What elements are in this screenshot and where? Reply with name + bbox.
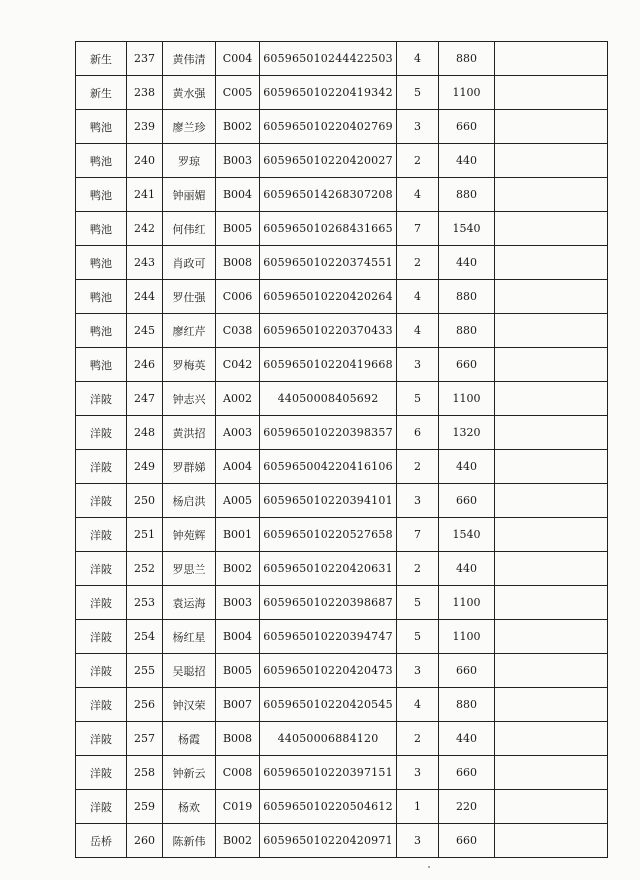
person-count-cell: 3 xyxy=(397,756,439,790)
amount-cell: 880 xyxy=(439,280,495,314)
village-cell: 岳桥 xyxy=(76,824,127,858)
person-name-cell: 罗琼 xyxy=(163,144,216,178)
village-cell: 洋陂 xyxy=(76,722,127,756)
amount-cell: 1320 xyxy=(439,416,495,450)
amount-cell: 660 xyxy=(439,654,495,688)
amount-cell: 1100 xyxy=(439,620,495,654)
account-number-cell: 605965010220420027 xyxy=(260,144,397,178)
village-cell: 鸭池 xyxy=(76,348,127,382)
person-name-cell: 钟汉荣 xyxy=(163,688,216,722)
person-count-cell: 5 xyxy=(397,76,439,110)
serial-number-cell: 248 xyxy=(127,416,163,450)
amount-cell: 440 xyxy=(439,246,495,280)
remarks-cell xyxy=(495,348,608,382)
account-number-cell: 605965010220504612 xyxy=(260,790,397,824)
person-name-cell: 陈新伟 xyxy=(163,824,216,858)
account-number-cell: 605965010220419342 xyxy=(260,76,397,110)
person-name-cell: 黄伟清 xyxy=(163,42,216,76)
person-name-cell: 钟新云 xyxy=(163,756,216,790)
household-code-cell: B005 xyxy=(216,212,260,246)
remarks-cell xyxy=(495,620,608,654)
serial-number-cell: 258 xyxy=(127,756,163,790)
amount-cell: 660 xyxy=(439,348,495,382)
person-count-cell: 6 xyxy=(397,416,439,450)
village-cell: 鸭池 xyxy=(76,314,127,348)
remarks-cell xyxy=(495,824,608,858)
person-name-cell: 廖兰珍 xyxy=(163,110,216,144)
person-name-cell: 廖红芹 xyxy=(163,314,216,348)
account-number-cell: 605965010220420631 xyxy=(260,552,397,586)
amount-cell: 660 xyxy=(439,756,495,790)
household-code-cell: B002 xyxy=(216,110,260,144)
person-count-cell: 3 xyxy=(397,484,439,518)
account-number-cell: 605965014268307208 xyxy=(260,178,397,212)
serial-number-cell: 260 xyxy=(127,824,163,858)
account-number-cell: 605965010220398357 xyxy=(260,416,397,450)
remarks-cell xyxy=(495,790,608,824)
serial-number-cell: 254 xyxy=(127,620,163,654)
amount-cell: 880 xyxy=(439,688,495,722)
person-name-cell: 杨霞 xyxy=(163,722,216,756)
person-name-cell: 杨启洪 xyxy=(163,484,216,518)
household-code-cell: B008 xyxy=(216,722,260,756)
person-name-cell: 罗群娣 xyxy=(163,450,216,484)
serial-number-cell: 243 xyxy=(127,246,163,280)
serial-number-cell: 244 xyxy=(127,280,163,314)
amount-cell: 220 xyxy=(439,790,495,824)
account-number-cell: 605965010268431665 xyxy=(260,212,397,246)
village-cell: 新生 xyxy=(76,76,127,110)
amount-cell: 440 xyxy=(439,144,495,178)
household-code-cell: B004 xyxy=(216,178,260,212)
table-row xyxy=(76,110,608,144)
person-name-cell: 吴聪招 xyxy=(163,654,216,688)
table-row xyxy=(76,586,608,620)
person-name-cell: 杨红星 xyxy=(163,620,216,654)
village-cell: 洋陂 xyxy=(76,688,127,722)
table-row xyxy=(76,314,608,348)
table-row xyxy=(76,688,608,722)
serial-number-cell: 252 xyxy=(127,552,163,586)
person-count-cell: 5 xyxy=(397,620,439,654)
amount-cell: 660 xyxy=(439,110,495,144)
account-number-cell: 605965010220420264 xyxy=(260,280,397,314)
remarks-cell xyxy=(495,212,608,246)
remarks-cell xyxy=(495,552,608,586)
remarks-cell xyxy=(495,416,608,450)
serial-number-cell: 249 xyxy=(127,450,163,484)
household-code-cell: B003 xyxy=(216,144,260,178)
person-count-cell: 5 xyxy=(397,586,439,620)
person-count-cell: 2 xyxy=(397,552,439,586)
village-cell: 洋陂 xyxy=(76,654,127,688)
table-row xyxy=(76,280,608,314)
serial-number-cell: 240 xyxy=(127,144,163,178)
person-count-cell: 4 xyxy=(397,178,439,212)
person-count-cell: 3 xyxy=(397,824,439,858)
serial-number-cell: 257 xyxy=(127,722,163,756)
table-row xyxy=(76,484,608,518)
serial-number-cell: 241 xyxy=(127,178,163,212)
account-number-cell: 44050008405692 xyxy=(260,382,397,416)
remarks-cell xyxy=(495,518,608,552)
household-code-cell: A003 xyxy=(216,416,260,450)
serial-number-cell: 251 xyxy=(127,518,163,552)
remarks-cell xyxy=(495,756,608,790)
amount-cell: 880 xyxy=(439,42,495,76)
household-code-cell: B001 xyxy=(216,518,260,552)
account-number-cell: 605965010220420473 xyxy=(260,654,397,688)
account-number-cell: 605965004220416106 xyxy=(260,450,397,484)
serial-number-cell: 255 xyxy=(127,654,163,688)
remarks-cell xyxy=(495,654,608,688)
village-cell: 鸭池 xyxy=(76,110,127,144)
account-number-cell: 605965010220374551 xyxy=(260,246,397,280)
table-row xyxy=(76,348,608,382)
village-cell: 新生 xyxy=(76,42,127,76)
village-cell: 洋陂 xyxy=(76,620,127,654)
table-row xyxy=(76,756,608,790)
household-code-cell: C019 xyxy=(216,790,260,824)
person-name-cell: 钟志兴 xyxy=(163,382,216,416)
village-cell: 鸭池 xyxy=(76,212,127,246)
amount-cell: 1540 xyxy=(439,518,495,552)
roster-table xyxy=(75,41,608,858)
person-count-cell: 2 xyxy=(397,722,439,756)
amount-cell: 660 xyxy=(439,484,495,518)
person-name-cell: 杨欢 xyxy=(163,790,216,824)
table-row xyxy=(76,42,608,76)
person-count-cell: 3 xyxy=(397,654,439,688)
person-name-cell: 罗思兰 xyxy=(163,552,216,586)
person-name-cell: 肖政可 xyxy=(163,246,216,280)
table-row xyxy=(76,552,608,586)
amount-cell: 880 xyxy=(439,314,495,348)
person-name-cell: 钟苑辉 xyxy=(163,518,216,552)
person-name-cell: 何伟红 xyxy=(163,212,216,246)
household-code-cell: C038 xyxy=(216,314,260,348)
serial-number-cell: 259 xyxy=(127,790,163,824)
amount-cell: 660 xyxy=(439,824,495,858)
household-code-cell: B002 xyxy=(216,824,260,858)
table-row xyxy=(76,790,608,824)
amount-cell: 880 xyxy=(439,178,495,212)
village-cell: 洋陂 xyxy=(76,416,127,450)
table-row xyxy=(76,212,608,246)
person-name-cell: 罗仕强 xyxy=(163,280,216,314)
amount-cell: 1100 xyxy=(439,76,495,110)
household-code-cell: C005 xyxy=(216,76,260,110)
table-row xyxy=(76,518,608,552)
household-code-cell: A002 xyxy=(216,382,260,416)
village-cell: 洋陂 xyxy=(76,484,127,518)
person-name-cell: 罗梅英 xyxy=(163,348,216,382)
person-count-cell: 4 xyxy=(397,314,439,348)
remarks-cell xyxy=(495,382,608,416)
amount-cell: 1100 xyxy=(439,586,495,620)
household-code-cell: A005 xyxy=(216,484,260,518)
table-row xyxy=(76,416,608,450)
person-count-cell: 4 xyxy=(397,688,439,722)
table-row xyxy=(76,76,608,110)
scan-speck xyxy=(428,866,430,868)
account-number-cell: 605965010220398687 xyxy=(260,586,397,620)
serial-number-cell: 250 xyxy=(127,484,163,518)
person-count-cell: 3 xyxy=(397,110,439,144)
remarks-cell xyxy=(495,178,608,212)
account-number-cell: 605965010244422503 xyxy=(260,42,397,76)
account-number-cell: 605965010220394747 xyxy=(260,620,397,654)
household-code-cell: B003 xyxy=(216,586,260,620)
person-name-cell: 钟丽媚 xyxy=(163,178,216,212)
account-number-cell: 605965010220527658 xyxy=(260,518,397,552)
village-cell: 洋陂 xyxy=(76,518,127,552)
serial-number-cell: 238 xyxy=(127,76,163,110)
amount-cell: 440 xyxy=(439,722,495,756)
table-row xyxy=(76,654,608,688)
remarks-cell xyxy=(495,246,608,280)
table-row xyxy=(76,620,608,654)
serial-number-cell: 247 xyxy=(127,382,163,416)
table-row xyxy=(76,722,608,756)
village-cell: 洋陂 xyxy=(76,382,127,416)
remarks-cell xyxy=(495,688,608,722)
person-count-cell: 5 xyxy=(397,382,439,416)
household-code-cell: C004 xyxy=(216,42,260,76)
household-code-cell: C006 xyxy=(216,280,260,314)
household-code-cell: B002 xyxy=(216,552,260,586)
amount-cell: 440 xyxy=(439,552,495,586)
roster-body xyxy=(76,42,608,858)
serial-number-cell: 246 xyxy=(127,348,163,382)
account-number-cell: 44050006884120 xyxy=(260,722,397,756)
household-code-cell: A004 xyxy=(216,450,260,484)
person-count-cell: 2 xyxy=(397,450,439,484)
person-count-cell: 4 xyxy=(397,280,439,314)
amount-cell: 1540 xyxy=(439,212,495,246)
person-count-cell: 2 xyxy=(397,144,439,178)
account-number-cell: 605965010220394101 xyxy=(260,484,397,518)
person-count-cell: 3 xyxy=(397,348,439,382)
village-cell: 鸭池 xyxy=(76,178,127,212)
household-code-cell: B004 xyxy=(216,620,260,654)
remarks-cell xyxy=(495,722,608,756)
account-number-cell: 605965010220370433 xyxy=(260,314,397,348)
serial-number-cell: 253 xyxy=(127,586,163,620)
table-row xyxy=(76,824,608,858)
serial-number-cell: 256 xyxy=(127,688,163,722)
account-number-cell: 605965010220419668 xyxy=(260,348,397,382)
serial-number-cell: 239 xyxy=(127,110,163,144)
household-code-cell: B005 xyxy=(216,654,260,688)
person-count-cell: 7 xyxy=(397,212,439,246)
person-name-cell: 黄水强 xyxy=(163,76,216,110)
account-number-cell: 605965010220420971 xyxy=(260,824,397,858)
serial-number-cell: 245 xyxy=(127,314,163,348)
remarks-cell xyxy=(495,42,608,76)
amount-cell: 440 xyxy=(439,450,495,484)
table-row xyxy=(76,246,608,280)
account-number-cell: 605965010220420545 xyxy=(260,688,397,722)
household-code-cell: B008 xyxy=(216,246,260,280)
amount-cell: 1100 xyxy=(439,382,495,416)
table-row xyxy=(76,382,608,416)
table-row xyxy=(76,450,608,484)
remarks-cell xyxy=(495,144,608,178)
remarks-cell xyxy=(495,280,608,314)
remarks-cell xyxy=(495,586,608,620)
person-name-cell: 袁运海 xyxy=(163,586,216,620)
person-name-cell: 黄洪招 xyxy=(163,416,216,450)
household-code-cell: C042 xyxy=(216,348,260,382)
village-cell: 洋陂 xyxy=(76,450,127,484)
person-count-cell: 4 xyxy=(397,42,439,76)
person-count-cell: 2 xyxy=(397,246,439,280)
remarks-cell xyxy=(495,484,608,518)
serial-number-cell: 237 xyxy=(127,42,163,76)
remarks-cell xyxy=(495,314,608,348)
village-cell: 洋陂 xyxy=(76,790,127,824)
remarks-cell xyxy=(495,110,608,144)
table-row xyxy=(76,178,608,212)
person-count-cell: 7 xyxy=(397,518,439,552)
village-cell: 洋陂 xyxy=(76,756,127,790)
village-cell: 鸭池 xyxy=(76,280,127,314)
table-row xyxy=(76,144,608,178)
account-number-cell: 605965010220402769 xyxy=(260,110,397,144)
household-code-cell: B007 xyxy=(216,688,260,722)
serial-number-cell: 242 xyxy=(127,212,163,246)
village-cell: 鸭池 xyxy=(76,144,127,178)
remarks-cell xyxy=(495,76,608,110)
remarks-cell xyxy=(495,450,608,484)
village-cell: 洋陂 xyxy=(76,552,127,586)
village-cell: 洋陂 xyxy=(76,586,127,620)
account-number-cell: 605965010220397151 xyxy=(260,756,397,790)
household-code-cell: C008 xyxy=(216,756,260,790)
person-count-cell: 1 xyxy=(397,790,439,824)
village-cell: 鸭池 xyxy=(76,246,127,280)
